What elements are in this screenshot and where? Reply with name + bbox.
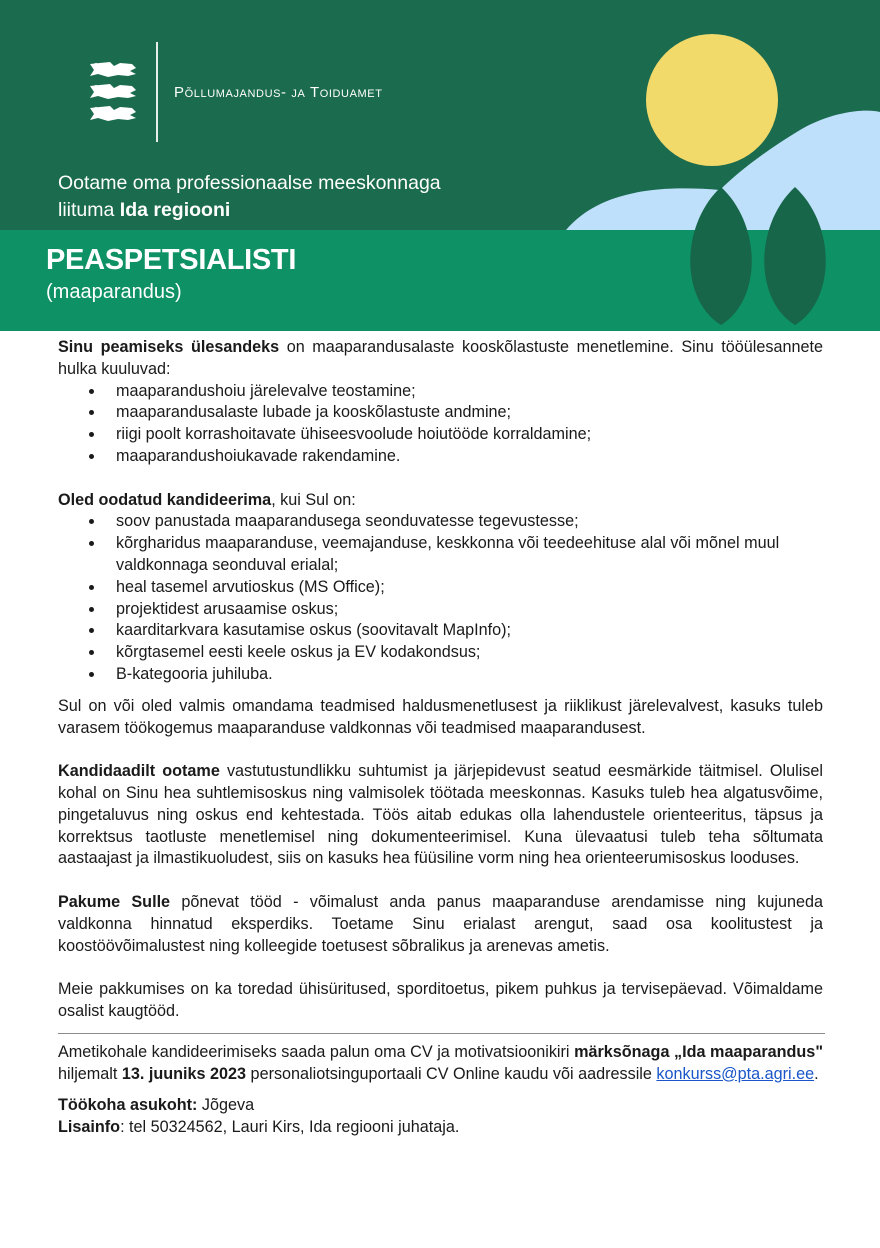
email-link[interactable]: konkurss@pta.agri.ee [656, 1064, 815, 1083]
list-item: maaparandusalaste lubade ja kooskõlastuste andmine; [58, 402, 823, 424]
benefits-paragraph: Meie pakkumises on ka toredad ühisüritused, sporditoetus, pikem puhkus ja tervisepäevad. Võimaldame osalist kaugtööd. [58, 980, 823, 1020]
list-item: soov panustada maaparandusega seonduvatesse tegevustesse; [58, 511, 823, 533]
requirements-extra: Sul on või oled valmis omandama teadmised haldusmenetlusest ja riiklikust järelevalvest, kasuks tuleb varasem töökogemus maaparanduse valdkonnas või teadmised maaparandusest. [58, 696, 823, 737]
duties-list [58, 381, 823, 468]
list-item: projektidest arusaamise oskus; [58, 599, 823, 621]
duties-intro: Sinu peamiseks ülesandeks on maaparandusalaste kooskõlastuste menetlemine. Sinu tööülesannete hulka kuuluvad: [58, 338, 823, 378]
list-item: kõrgharidus maaparanduse, veemajanduse, keskkonna või teedeehituse alal või mõnel muul valdkonnaga seonduval erialal; [58, 533, 823, 577]
list-item: kaarditarkvara kasutamise oskus (soovitavalt MapInfo); [58, 620, 823, 642]
list-item: B-kategooria juhiluba. [58, 664, 823, 686]
intro-text [58, 170, 441, 224]
application-instructions: Ametikohale kandideerimiseks saada palun oma CV ja motivatsioonikiri märksõnaga „Ida maaparandus" hiljemalt 13. juuniks 2023 personaliotsinguportaali CV Online kaudu või aadressile konkurss@pta.agri.ee. [58, 1042, 823, 1083]
expectations-paragraph: Kandidaadilt ootame vastutustundlikku suhtumist ja järjepidevust seatud eesmärkide täitmisel. Olulisel kohal on Sinu hea suhtlemisoskus ning valmisolek töötada meeskonnas. Kasuks tuleb hea algatusvõime, pingetaluvus ning oskus end kehtestada. Töös aitab edukas olla lahendustele orienteeritus, täpsus ja korrektsus taotluste menetlemisel ning dokumenteerimisel. Kuna ülevaatusi tuleb teha sõltumata aastaajast ja ilmastikuoludest, siis on kasuks hea füüsiline vorm ning hea orienteerumisoskus looduses. [58, 762, 823, 868]
list-item: riigi poolt korrashoitavate ühiseesvoolude hoiutööde korraldamine; [58, 424, 823, 446]
contact-info: Lisainfo: tel 50324562, Lauri Kirs, Ida regiooni juhataja. [58, 1118, 460, 1137]
list-item: maaparandushoiu järelevalve teostamine; [58, 381, 823, 403]
job-description [58, 337, 823, 1139]
agency-name: Põllumajandus- ja Toiduamet [174, 84, 383, 101]
list-item: heal tasemel arvutioskus (MS Office); [58, 577, 823, 599]
intro-line-2: liituma Ida regiooni [58, 199, 231, 221]
list-item: kõrgtasemel eesti keele oskus ja EV kodakondsus; [58, 642, 823, 664]
job-location: Töökoha asukoht: Jõgeva [58, 1096, 255, 1115]
requirements-list [58, 511, 823, 685]
offer-paragraph: Pakume Sulle põnevat tööd - võimalust anda panus maaparanduse arendamisse ning kujuneda valdkonna hinnatud eksperdiks. Toetame Sinu erialast arengut, saad osa koolitustest ja koostöövõimalustest ning kolleegide toetusest sõbralikus ja arenevas ametis. [58, 892, 823, 955]
logo-divider [156, 42, 158, 142]
intro-line-1: Ootame oma professionaalse meeskonnaga [58, 172, 441, 194]
coat-of-arms-logo [84, 58, 142, 128]
section-divider [58, 1033, 825, 1034]
job-title: PEASPETSIALISTI [46, 244, 297, 276]
intro-region: Ida regiooni [119, 199, 231, 221]
list-item: maaparandushoiukavade rakendamine. [58, 446, 823, 468]
job-subtitle: (maaparandus) [46, 281, 182, 303]
requirements-intro: Oled oodatud kandideerima, kui Sul on: [58, 490, 356, 509]
